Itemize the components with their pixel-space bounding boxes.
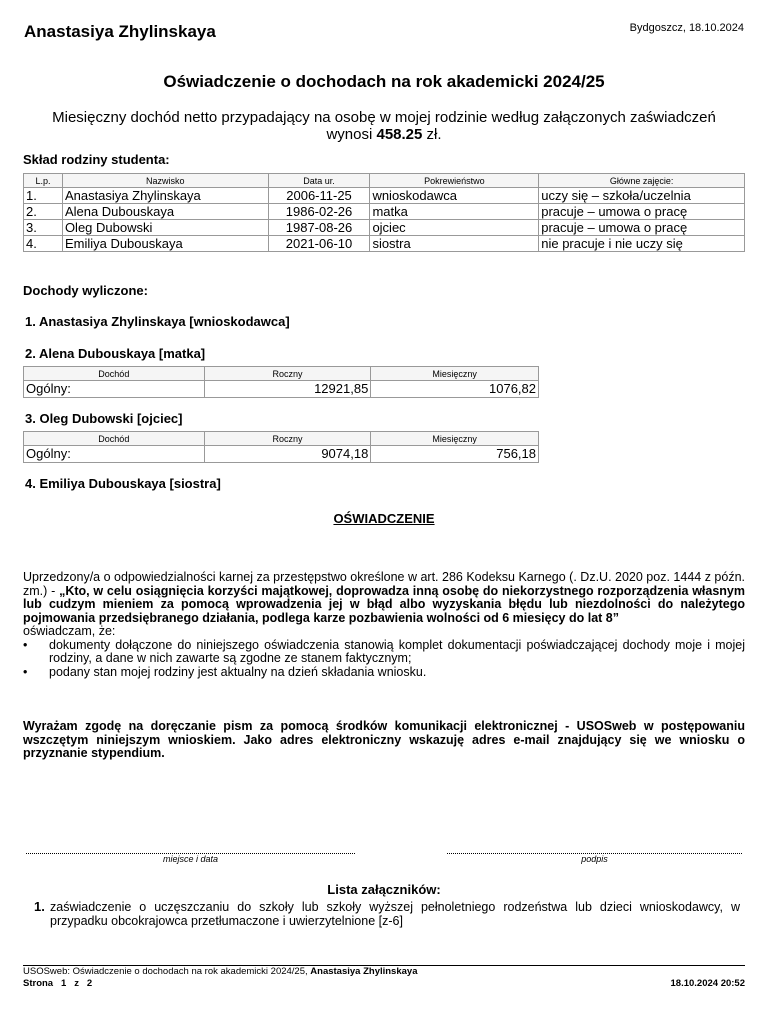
row-name: Emiliya Dubouskaya: [62, 236, 268, 252]
income-yearly: 12921,85: [204, 381, 371, 398]
declaration-intro: Uprzedzony/a o odpowiedzialności karnej za przestępstwo określone w art. 286 Kodeksu Karnego (. Dz.U. 2020 poz. 1444 z późn. zm.) -: [23, 570, 745, 598]
row-occupation: pracuje – umowa o pracę: [539, 204, 745, 220]
place-date: Bydgoszcz, 18.10.2024: [629, 22, 744, 34]
row-name: Alena Dubouskaya: [62, 204, 268, 220]
footer-page-line: [23, 978, 745, 990]
row-birth: 1986-02-26: [268, 204, 370, 220]
footer-title-line: [23, 966, 745, 978]
declaration-quote: „Kto, w celu osiągnięcia korzyści majątkowej, doprowadza inną osobę do niekorzystnego rozporządzenia własnym lub cudzym mieniem za pomocą wprowadzenia jej w błąd albo wyzyskania błędu lub niezdolności do należytego pojmowania przedsiębranego działania, podlega karze pozbawienia wolności od 6 miesięcy do lat 8”: [23, 583, 745, 625]
income-amount: 458.25: [376, 126, 423, 143]
income-yearly: 9074,18: [204, 446, 371, 463]
table-row: [24, 381, 539, 398]
place-date-label: miejsce i data: [162, 854, 219, 864]
declaration-bullet-1: [23, 639, 745, 666]
row-relation: wnioskodawca: [370, 188, 539, 204]
row-occupation: uczy się – szkoła/uczelnia: [539, 188, 745, 204]
row-occupation: pracuje – umowa o pracę: [539, 220, 745, 236]
bullet-text: podany stan mojej rodziny jest aktualny na dzień składania wniosku.: [49, 664, 427, 679]
income-table-2: [23, 366, 539, 398]
income-type: Ogólny:: [24, 446, 205, 463]
income-header-row: [24, 432, 539, 446]
declaration-lead: oświadczam, że:: [23, 624, 116, 638]
attachments-heading: Lista załączników:: [327, 882, 441, 897]
income-person-2: 2. Alena Dubouskaya [matka]: [25, 346, 206, 361]
income-monthly: 1076,82: [371, 381, 539, 398]
declaration-body: [23, 571, 745, 679]
attachment-text: zaświadczenie o uczęszczaniu do szkoły lub szkoły wyższej pełnoletniego rodzeństwa lub dzieci wnioskodawcy, w przypadku obcokrajowca przetłumaczone i uwierzytelnione [z-6]: [50, 900, 740, 928]
incomes-heading: Dochody wyliczone:: [23, 283, 148, 298]
family-table: [23, 173, 745, 252]
row-birth: 1987-08-26: [268, 220, 370, 236]
family-col-name: Nazwisko: [62, 174, 268, 188]
row-name: Oleg Dubowski: [62, 220, 268, 236]
footer-timestamp: 18.10.2024 20:52: [670, 978, 745, 989]
row-relation: ojciec: [370, 220, 539, 236]
income-col-monthly: Miesięczny: [371, 432, 539, 446]
table-row: [24, 204, 745, 220]
row-lp: 1.: [24, 188, 63, 204]
applicant-name: Anastasiya Zhylinskaya: [24, 22, 216, 41]
row-lp: 2.: [24, 204, 63, 220]
table-row: [24, 220, 745, 236]
page-label: Strona: [23, 978, 54, 989]
row-birth: 2006-11-25: [268, 188, 370, 204]
family-heading: Skład rodziny studenta:: [23, 152, 170, 167]
footer: [23, 966, 745, 990]
bullet-text: dokumenty dołączone do niniejszego oświadczenia stanowią komplet dokumentacji poświadczającej dochody moje i mojej rodziny, a dane w nich zawarte są zgodne ze stanem faktycznym;: [49, 637, 745, 665]
income-col-yearly: Roczny: [204, 432, 371, 446]
row-lp: 4.: [24, 236, 63, 252]
signature-label: podpis: [581, 854, 608, 864]
declaration-bullet-2: [23, 666, 745, 680]
income-monthly: 756,18: [371, 446, 539, 463]
row-birth: 2021-06-10: [268, 236, 370, 252]
income-col-yearly: Roczny: [204, 367, 371, 381]
income-prefix: Miesięczny dochód netto przypadający na osobę w mojej rodzinie według załączonych zaświadczeń wynosi: [52, 109, 716, 143]
income-col-monthly: Miesięczny: [371, 367, 539, 381]
declaration-heading: OŚWIADCZENIE: [333, 511, 435, 526]
family-header-row: [24, 174, 745, 188]
attachment-item: [34, 900, 740, 928]
family-col-relation: Pokrewieństwo: [370, 174, 539, 188]
income-header-row: [24, 367, 539, 381]
table-row: [24, 446, 539, 463]
income-type: Ogólny:: [24, 381, 205, 398]
table-row: [24, 188, 745, 204]
family-col-lp: L.p.: [24, 174, 63, 188]
family-col-birth: Data ur.: [268, 174, 370, 188]
income-suffix: zł.: [426, 126, 442, 143]
page-current: 1: [61, 978, 67, 989]
row-relation: matka: [370, 204, 539, 220]
row-occupation: nie pracuje i nie uczy się: [539, 236, 745, 252]
consent-statement: Wyrażam zgodę na doręczanie pism za pomocą środków komunikacji elektronicznej - USOSweb w postępowaniu wszczętym niniejszym wnioskiem. Jako adres elektroniczny wskazuję adres e-mail znajdujący się we wniosku o przyznanie stypendium.: [23, 719, 745, 760]
page-of: z: [74, 978, 79, 989]
income-table-3: [23, 431, 539, 463]
page-title: Oświadczenie o dochodach na rok akademicki 2024/25: [163, 72, 605, 91]
income-statement: [30, 109, 738, 143]
income-person-1: 1. Anastasiya Zhylinskaya [wnioskodawca]: [25, 314, 290, 329]
income-col-type: Dochód: [24, 432, 205, 446]
footer-doc-title: USOSweb: Oświadczenie o dochodach na rok akademicki 2024/25,: [23, 966, 308, 977]
row-name: Anastasiya Zhylinskaya: [62, 188, 268, 204]
row-relation: siostra: [370, 236, 539, 252]
income-col-type: Dochód: [24, 367, 205, 381]
footer-doc-name: Anastasiya Zhylinskaya: [310, 966, 418, 977]
bullet-icon: •: [23, 637, 28, 652]
family-col-occupation: Główne zajęcie:: [539, 174, 745, 188]
bullet-icon: •: [23, 664, 28, 679]
attachment-number: 1.: [34, 899, 45, 914]
income-person-3: 3. Oleg Dubowski [ojciec]: [25, 411, 183, 426]
table-row: [24, 236, 745, 252]
income-person-4: 4. Emiliya Dubouskaya [siostra]: [25, 476, 221, 491]
row-lp: 3.: [24, 220, 63, 236]
page-total: 2: [86, 978, 93, 989]
